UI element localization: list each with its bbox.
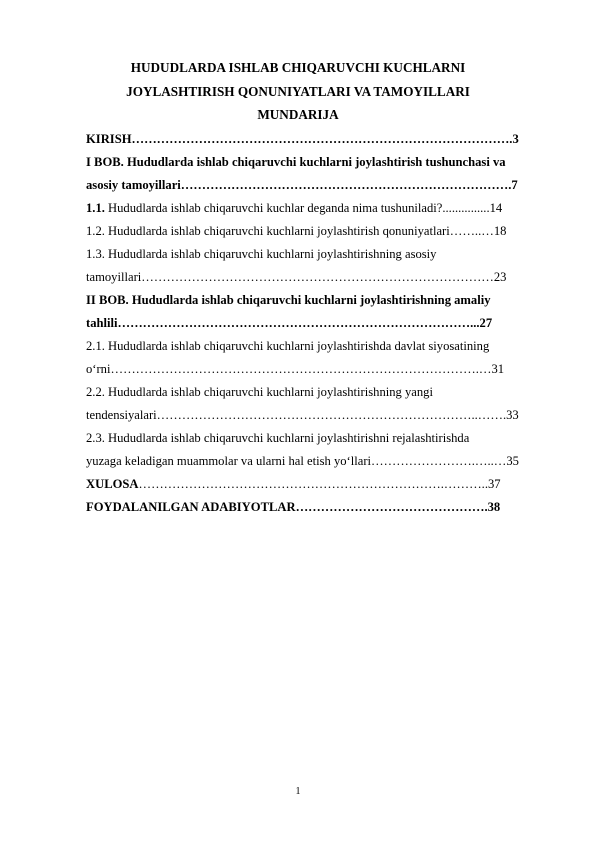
toc-entry-chapter-1-cont: asosiy tamoyillari…………………………………………………………………….7 [86,178,518,192]
toc-entry-2-2-cont: tendensiyalari…………………………………………………………………..…….33 [86,408,519,422]
toc-entry-2-1-cont: o‘rni…………………………………………………………………………….…31 [86,362,505,376]
toc-entry-2-3: 2.3. Hududlarda ishlab chiqaruvchi kuchlarni joylashtirishni rejalashtirishda [86,431,470,445]
toc-entry-text: Hududlarda ishlab chiqaruvchi kuchlar deganda nima tushuniladi?...............14 [104,201,503,215]
title-line-2: JOYLASHTIRISH QONUNIYATLARI VA TAMOYILLARI [126,84,470,99]
table-of-contents [86,128,554,519]
toc-entry-xulosa-dots: ……………………………………………………………….………..37 [138,477,501,491]
toc-entry-1-2: 1.2. Hududlarda ishlab chiqaruvchi kuchlarni joylashtirish qonuniyatlari……..…18 [86,224,507,238]
toc-entry-chapter-1: I BOB. Hududlarda ishlab chiqaruvchi kuchlarni joylashtirish tushunchasi va [86,155,506,169]
toc-entry-2-3-cont: yuzaga keladigan muammolar va ularni hal etish yo‘llari…………………….…..…35 [86,454,519,468]
toc-entry-1-3: 1.3. Hududlarda ishlab chiqaruvchi kuchlarni joylashtirishning asosiy [86,247,437,261]
toc-heading: MUNDARIJA [257,107,339,122]
toc-entry-chapter-2: II BOB. Hududlarda ishlab chiqaruvchi kuchlarni joylashtirishning amaliy [86,293,491,307]
title-line-1: HUDUDLARDA ISHLAB CHIQARUVCHI KUCHLARNI [130,60,466,75]
toc-entry-xulosa-label: XULOSA [86,477,139,491]
toc-entry-2-2: 2.2. Hududlarda ishlab chiqaruvchi kuchlarni joylashtirishning yangi [86,385,433,399]
toc-entry-xulosa [86,473,554,496]
toc-entry-1-3-cont: tamoyillari…………………………………………………………………………23 [86,270,507,284]
toc-entry-1-1 [86,197,554,220]
toc-entry-number: 1.1. [86,201,105,215]
toc-entry-kirish: KIRISH……………………………………………………………………………….3 [86,132,519,146]
toc-entry-chapter-2-cont: tahlili…………………………………………………………………………...27 [86,316,493,330]
toc-entry-2-1: 2.1. Hududlarda ishlab chiqaruvchi kuchlarni joylashtirishda davlat siyosatining [86,339,490,353]
page-number: 1 [295,786,301,797]
toc-entry-references: FOYDALANILGAN ADABIYOTLAR……………………………………….38 [86,500,501,514]
